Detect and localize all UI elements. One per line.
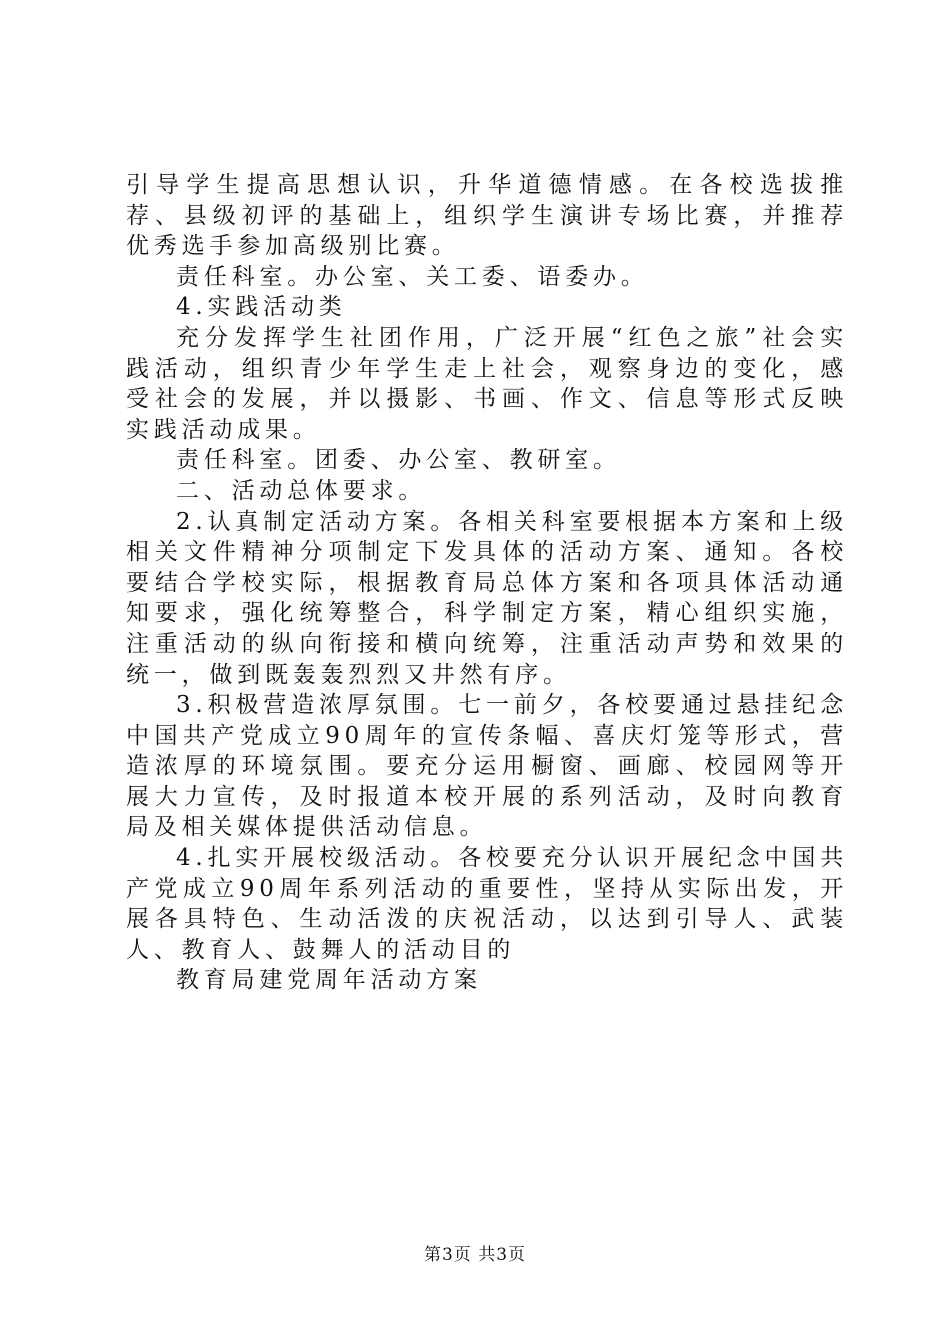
paragraph-5: 责任科室。团委、办公室、教研室。 <box>176 447 621 474</box>
page-number-footer: 第3页 共3页 <box>423 1245 527 1265</box>
section-heading-requirements: 二、活动总体要求。 <box>176 477 427 504</box>
document-title-line: 教育局建党周年活动方案 <box>176 967 482 994</box>
paragraph-8: 3.积极营造浓厚氛围。七一前夕，各校要通过悬挂纪念中国共产党成立90周年的宣传条幅、喜庆灯笼等形式，营造浓厚的环境氛围。要充分运用橱窗、画廊、校园网等开展大力宣传，及时报道本校开展的系列活动，及时向教育局及相关媒体提供活动信息。 <box>126 692 848 841</box>
paragraph-1: 引导学生提高思想认识，升华道德情感。在各校选拔推荐、县级初评的基础上，组织学生演讲专场比赛，并推荐优秀选手参加高级别比赛。 <box>126 172 848 260</box>
paragraph-7: 2.认真制定活动方案。各相关科室要根据本方案和上级相关文件精神分项制定下发具体的活动方案、通知。各校要结合学校实际，根据教育局总体方案和各项具体活动通知要求，强化统筹整合，科学制定方案，精心组织实施，注重活动的纵向衔接和横向统筹，注重活动声势和效果的统一，做到既轰轰烈烈又井然有序。 <box>126 508 848 688</box>
section-heading-practice: 4.实践活动类 <box>176 294 347 321</box>
document-body <box>126 170 848 996</box>
paragraph-4: 充分发挥学生社团作用，广泛开展“红色之旅”社会实践活动，组织青少年学生走上社会，观察身边的变化，感受社会的发展，并以摄影、书画、作文、信息等形式反映实践活动成果。 <box>126 324 848 443</box>
paragraph-9: 4.扎实开展校级活动。各校要充分认识开展纪念中国共产党成立90周年系列活动的重要性，坚持从实际出发，开展各具特色、生动活泼的庆祝活动，以达到引导人、武装人、教育人、鼓舞人的活动目的 <box>126 845 848 963</box>
paragraph-2: 责任科室。办公室、关工委、语委办。 <box>176 263 649 290</box>
